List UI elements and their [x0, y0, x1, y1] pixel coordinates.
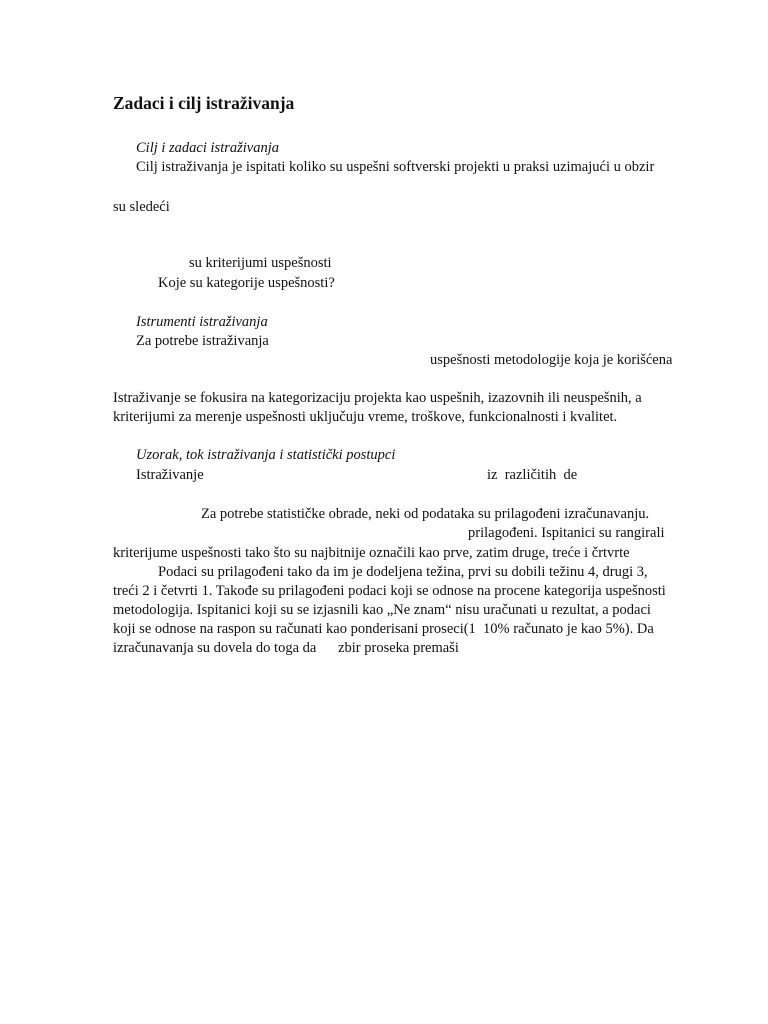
paragraph-line: metodologija. Ispitanici koji su se izjasnili kao „Ne znam“ nisu uračunati u rezultat, a podaci [113, 602, 651, 618]
paragraph-line: prilagođeni. Ispitanici su rangirali [468, 525, 665, 541]
paragraph-line: kriterijume uspešnosti tako što su najbitnije označili kao prve, zatim druge, treće i črtvrte [113, 545, 630, 561]
paragraph-line: izračunavanja su dovela do toga da zbir proseka premaši [113, 640, 459, 656]
section-subheading: Istrumenti istraživanja [136, 314, 268, 330]
paragraph-line: Istraživanje [136, 467, 204, 483]
paragraph-line: uspešnosti metodologije koja je korišćena [430, 352, 673, 368]
paragraph-line: Za potrebe istraživanja [136, 333, 269, 349]
paragraph-line: kriterijumi za merenje uspešnosti uključuju vreme, troškove, funkcionalnosti i kvalitet. [113, 409, 618, 425]
paragraph-line: Za potrebe statističke obrade, neki od podataka su prilagođeni izračunavanju. [201, 506, 650, 522]
paragraph-line: Cilj istraživanja je ispitati koliko su uspešni softverski projekti u praksi uzimajući u obzir [136, 159, 655, 175]
paragraph-line: su sledeći [113, 199, 170, 215]
paragraph-line: koji se odnose na raspon su računati kao ponderisani proseci(1 10% računato je kao 5%). Da [113, 621, 654, 637]
paragraph-line: Podaci su prilagođeni tako da im je dodeljena težina, prvi su dobili težinu 4, drugi 3, [158, 564, 648, 580]
page-title: Zadaci i cilj istraživanja [113, 93, 295, 113]
paragraph-line: iz različitih de [487, 467, 578, 483]
paragraph-line: su kriterijumi uspešnosti [189, 255, 332, 271]
section-subheading: Cilj i zadaci istraživanja [136, 140, 279, 156]
paragraph-line: treći 2 i četvrti 1. Takođe su prilagođeni podaci koji se odnose na procene kategorija uspešnosti [113, 583, 666, 599]
paragraph-line: Istraživanje se fokusira na kategorizaciju projekta kao uspešnih, izazovnih ili neuspešnih, a [113, 390, 642, 406]
paragraph-line: Koje su kategorije uspešnosti? [158, 275, 335, 291]
section-subheading: Uzorak, tok istraživanja i statistički postupci [136, 447, 396, 463]
